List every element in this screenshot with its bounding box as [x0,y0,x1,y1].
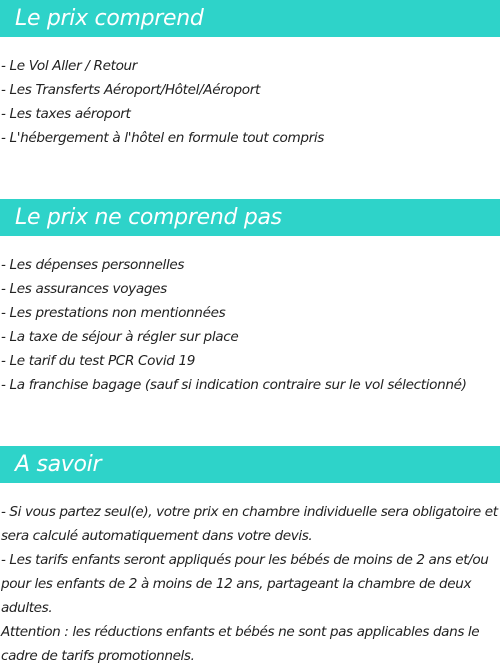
section-title-good-to-know: A savoir [15,452,102,477]
list-item: - Le Vol Aller / Retour [1,58,138,74]
section-title-included: Le prix comprend [15,6,204,31]
section-header-not-included [0,199,500,236]
section-title-not-included: Le prix ne comprend pas [15,205,282,230]
info-paragraph-attention: Attention : les réductions enfants et bébés ne sont pas applicables dans le cadre de tarifs promotionnels. [1,624,480,664]
list-item: - Les assurances voyages [1,281,167,297]
info-paragraph-single-room: - Si vous partez seul(e), votre prix en chambre individuelle sera obligatoire et sera calculé automatiquement dans votre devis. [1,504,498,544]
section-header-good-to-know [0,446,500,483]
list-item: - Les Transferts Aéroport/Hôtel/Aéroport [1,82,260,98]
list-item: - Les taxes aéroport [1,106,131,122]
list-item: - La franchise bagage (sauf si indication contraire sur le vol sélectionné) [1,377,467,393]
info-paragraph-child-rates: - Les tarifs enfants seront appliqués pour les bébés de moins de 2 ans et/ou pour les enfants de 2 à moins de 12 ans, partageant la chambre de deux adultes. [1,552,489,616]
section-header-included [0,0,500,37]
included-list [1,54,324,150]
list-item: - L'hébergement à l'hôtel en formule tout compris [1,130,325,146]
list-item: - Le tarif du test PCR Covid 19 [1,353,196,369]
list-item: - Les prestations non mentionnées [1,305,226,321]
not-included-list [1,253,467,397]
list-item: - Les dépenses personnelles [1,257,185,273]
list-item: - La taxe de séjour à régler sur place [1,329,239,345]
